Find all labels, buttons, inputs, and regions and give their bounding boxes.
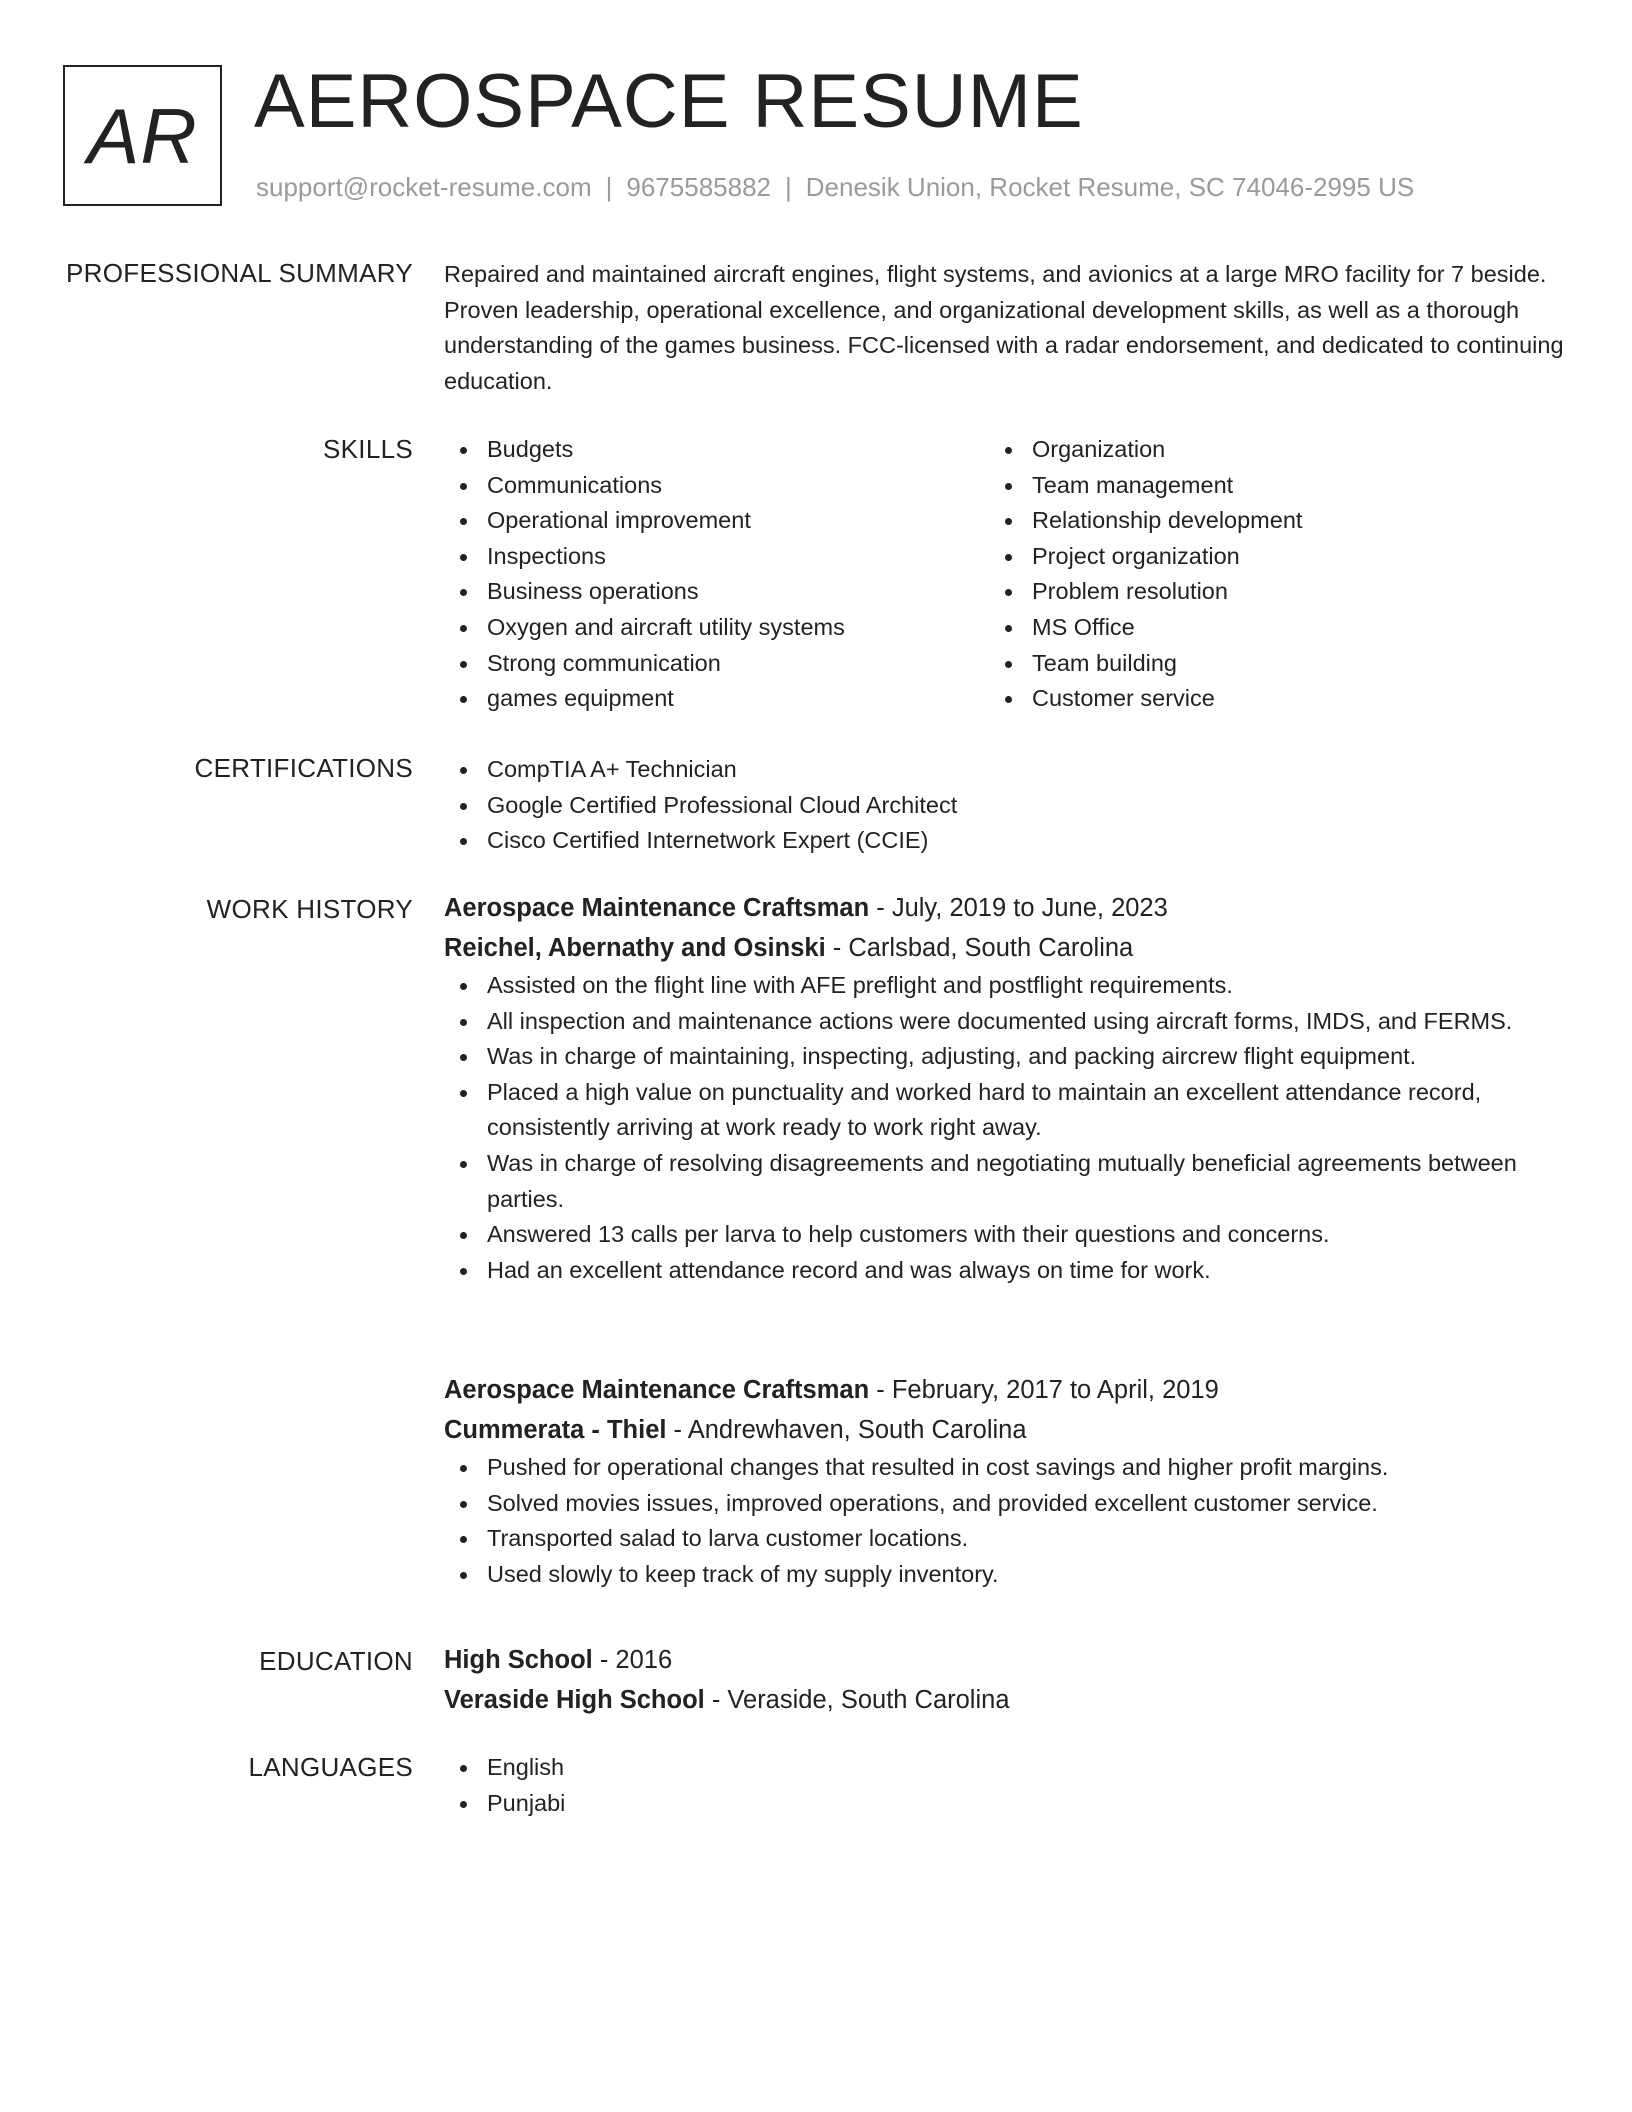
job-dates: - February, 2017 to April, 2019: [869, 1376, 1219, 1404]
section-label-skills: SKILLS: [323, 434, 413, 464]
contact-line: [256, 172, 1414, 203]
job-location: - Carlsbad, South Carolina: [825, 934, 1134, 962]
skill-item: Problem resolution: [989, 574, 1534, 610]
education-school: Veraside High School: [444, 1686, 705, 1714]
skill-item: Organization: [989, 432, 1534, 468]
job-title-line: [444, 888, 1574, 928]
language-item: Punjabi: [444, 1786, 1574, 1822]
job-bullet: Placed a high value on punctuality and worked hard to maintain an excellent attendance record, consistently arriving at work ready to work right away.: [444, 1075, 1574, 1146]
skill-item: Project organization: [989, 539, 1534, 575]
certification-item: Cisco Certified Internetwork Expert (CCIE): [444, 823, 1574, 859]
skills-list-left: [444, 432, 989, 717]
job-bullet: All inspection and maintenance actions were documented using aircraft forms, IMDS, and FERMS.: [444, 1004, 1574, 1040]
contact-address: Denesik Union, Rocket Resume, SC 74046-2995 US: [805, 172, 1415, 202]
job-company-line: [444, 1410, 1574, 1450]
skill-item: MS Office: [989, 610, 1534, 646]
job-bullet: Answered 13 calls per larva to help customers with their questions and concerns.: [444, 1217, 1574, 1253]
job-bullet: Was in charge of maintaining, inspecting, adjusting, and packing aircrew flight equipment.: [444, 1039, 1574, 1075]
skill-item: Relationship development: [989, 503, 1534, 539]
skills-list-right: [989, 432, 1534, 717]
skill-item: Team building: [989, 646, 1534, 682]
job-bullet: Used slowly to keep track of my supply inventory.: [444, 1557, 1574, 1593]
section-label-languages: LANGUAGES: [248, 1752, 413, 1782]
skill-item: Customer service: [989, 681, 1534, 717]
skill-item: Inspections: [444, 539, 989, 575]
job-company: Reichel, Abernathy and Osinski: [444, 934, 826, 962]
job-bullet: Was in charge of resolving disagreements and negotiating mutually beneficial agreements between parties.: [444, 1146, 1574, 1217]
job-bullet: Assisted on the flight line with AFE preflight and postflight requirements.: [444, 968, 1574, 1004]
job-bullet: Had an excellent attendance record and was always on time for work.: [444, 1253, 1574, 1289]
education-degree: High School: [444, 1646, 593, 1674]
job-entry: [444, 888, 1574, 1288]
job-dates: - July, 2019 to June, 2023: [869, 894, 1168, 922]
certifications-section: [444, 752, 1574, 859]
job-title-line: [444, 1370, 1574, 1410]
job-bullet: Transported salad to larva customer locations.: [444, 1521, 1574, 1557]
job-entry: [444, 1370, 1574, 1592]
resume-title: AEROSPACE RESUME: [254, 59, 1084, 144]
contact-email: support@rocket-resume.com: [256, 172, 592, 202]
job-company: Cummerata - Thiel: [444, 1416, 667, 1444]
section-label-certifications: CERTIFICATIONS: [194, 753, 413, 783]
skill-item: Oxygen and aircraft utility systems: [444, 610, 989, 646]
job-company-line: [444, 928, 1574, 968]
contact-separator: |: [605, 172, 613, 202]
education-school-line: [444, 1680, 1574, 1720]
job-bullet: Solved movies issues, improved operations, and provided excellent customer service.: [444, 1486, 1574, 1522]
education-section: [444, 1640, 1574, 1720]
job-title: Aerospace Maintenance Craftsman: [444, 894, 870, 922]
section-label-education: EDUCATION: [259, 1646, 413, 1676]
monogram-box: [63, 65, 222, 206]
languages-list: [444, 1750, 1574, 1821]
job-location: - Andrewhaven, South Carolina: [666, 1416, 1027, 1444]
section-label-summary: PROFESSIONAL SUMMARY: [66, 258, 413, 288]
languages-section: [444, 1750, 1574, 1821]
language-item: English: [444, 1750, 1574, 1786]
job-title: Aerospace Maintenance Craftsman: [444, 1376, 870, 1404]
contact-phone: 9675585882: [626, 172, 771, 202]
certification-item: CompTIA A+ Technician: [444, 752, 1574, 788]
summary-text: Repaired and maintained aircraft engines, flight systems, and avionics at a large MRO facility for 7 beside. Proven leadership, operational excellence, and organizational development skills, as well as a thorough understanding of the games business. FCC-licensed with a radar endorsement, and dedicated to continuing education.: [444, 261, 1564, 394]
skill-item: Business operations: [444, 574, 989, 610]
job-bullets: [444, 1450, 1574, 1592]
skills-section: [444, 432, 1574, 717]
education-location: - Veraside, South Carolina: [704, 1686, 1010, 1714]
skill-item: Operational improvement: [444, 503, 989, 539]
skill-item: Communications: [444, 468, 989, 504]
certifications-list: [444, 752, 1574, 859]
skill-item: Team management: [989, 468, 1534, 504]
skill-item: Budgets: [444, 432, 989, 468]
section-label-work-history: WORK HISTORY: [206, 894, 413, 924]
certification-item: Google Certified Professional Cloud Architect: [444, 788, 1574, 824]
education-year: - 2016: [592, 1646, 673, 1674]
monogram-initials: AR: [87, 91, 198, 180]
skill-item: games equipment: [444, 681, 989, 717]
education-degree-line: [444, 1640, 1574, 1680]
summary-section: [444, 257, 1574, 399]
job-bullet: Pushed for operational changes that resulted in cost savings and higher profit margins.: [444, 1450, 1574, 1486]
skill-item: Strong communication: [444, 646, 989, 682]
contact-separator: |: [785, 172, 792, 202]
job-bullets: [444, 968, 1574, 1288]
